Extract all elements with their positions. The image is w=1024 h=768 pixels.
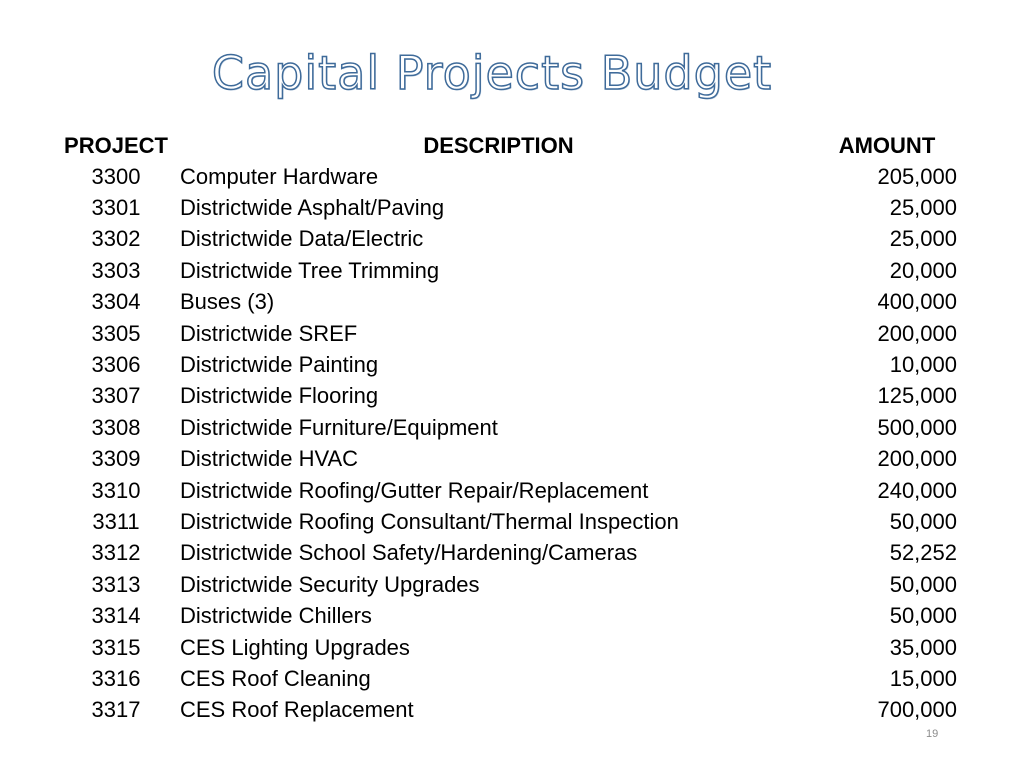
amount-cell: 50,000 xyxy=(889,571,957,597)
slide-title: Capital Projects Budget xyxy=(211,46,773,100)
description-cell: Districtwide Tree Trimming xyxy=(180,257,440,283)
project-number-cell: 3316 xyxy=(91,665,141,691)
project-number-cell: 3314 xyxy=(91,603,141,629)
table-row xyxy=(52,600,957,631)
table-row xyxy=(52,506,957,537)
description-cell: CES Lighting Upgrades xyxy=(180,634,410,660)
header-description: DESCRIPTION xyxy=(423,132,574,158)
project-number-cell: 3304 xyxy=(91,289,141,315)
description-cell: Districtwide Flooring xyxy=(180,383,379,409)
project-number-cell: 3302 xyxy=(91,226,141,252)
project-number-cell: 3306 xyxy=(91,352,141,378)
table-row xyxy=(52,192,957,223)
project-number-cell: 3301 xyxy=(91,195,141,221)
project-number-cell: 3317 xyxy=(91,697,141,723)
amount-cell: 25,000 xyxy=(889,195,957,221)
budget-table xyxy=(52,130,957,726)
table-row xyxy=(52,349,957,380)
project-number-cell: 3305 xyxy=(91,320,141,346)
project-number-cell: 3300 xyxy=(91,163,141,189)
table-row xyxy=(52,663,957,694)
amount-cell: 200,000 xyxy=(877,446,957,472)
table-row xyxy=(52,287,957,318)
table-row xyxy=(52,444,957,475)
description-cell: Computer Hardware xyxy=(180,163,379,189)
table-row xyxy=(52,224,957,255)
description-cell: CES Roof Replacement xyxy=(180,697,414,723)
amount-cell: 52,252 xyxy=(889,540,957,566)
amount-cell: 35,000 xyxy=(889,634,957,660)
project-number-cell: 3311 xyxy=(92,508,140,534)
amount-cell: 50,000 xyxy=(889,603,957,629)
amount-cell: 25,000 xyxy=(889,226,957,252)
description-cell: Districtwide Security Upgrades xyxy=(180,571,480,597)
amount-cell: 125,000 xyxy=(877,383,957,409)
project-number-cell: 3308 xyxy=(91,414,141,440)
budget-table-body xyxy=(52,161,957,726)
amount-cell: 205,000 xyxy=(877,163,957,189)
page-number: 19 xyxy=(926,728,939,740)
amount-cell: 200,000 xyxy=(877,320,957,346)
description-cell: CES Roof Cleaning xyxy=(180,665,371,691)
table-row xyxy=(52,412,957,443)
description-cell: Districtwide Data/Electric xyxy=(180,226,424,252)
table-row xyxy=(52,475,957,506)
amount-cell: 50,000 xyxy=(889,508,957,534)
amount-cell: 500,000 xyxy=(877,414,957,440)
table-row xyxy=(52,161,957,192)
description-cell: Districtwide HVAC xyxy=(180,446,359,472)
description-cell: Districtwide Chillers xyxy=(180,603,372,629)
table-row xyxy=(52,569,957,600)
amount-cell: 10,000 xyxy=(889,352,957,378)
table-row xyxy=(52,632,957,663)
description-cell: Buses (3) xyxy=(180,289,275,315)
header-amount: AMOUNT xyxy=(838,132,936,158)
description-cell: Districtwide Roofing Consultant/Thermal Inspection xyxy=(180,508,679,534)
description-cell: Districtwide SREF xyxy=(180,320,358,346)
description-cell: Districtwide Roofing/Gutter Repair/Replacement xyxy=(180,477,649,503)
table-row xyxy=(52,318,957,349)
amount-cell: 240,000 xyxy=(877,477,957,503)
table-row xyxy=(52,695,957,726)
project-number-cell: 3303 xyxy=(91,257,141,283)
table-header-row xyxy=(52,130,957,161)
project-number-cell: 3315 xyxy=(91,634,141,660)
table-row xyxy=(52,255,957,286)
project-number-cell: 3310 xyxy=(91,477,141,503)
description-cell: Districtwide Painting xyxy=(180,352,379,378)
description-cell: Districtwide School Safety/Hardening/Cameras xyxy=(180,540,638,566)
header-project: PROJECT xyxy=(64,132,168,158)
table-row xyxy=(52,381,957,412)
amount-cell: 700,000 xyxy=(877,697,957,723)
project-number-cell: 3313 xyxy=(91,571,141,597)
amount-cell: 20,000 xyxy=(889,257,957,283)
table-row xyxy=(52,538,957,569)
description-cell: Districtwide Furniture/Equipment xyxy=(180,414,498,440)
project-number-cell: 3312 xyxy=(91,540,141,566)
project-number-cell: 3309 xyxy=(91,446,141,472)
description-cell: Districtwide Asphalt/Paving xyxy=(180,195,445,221)
project-number-cell: 3307 xyxy=(91,383,141,409)
amount-cell: 400,000 xyxy=(877,289,957,315)
amount-cell: 15,000 xyxy=(889,665,957,691)
